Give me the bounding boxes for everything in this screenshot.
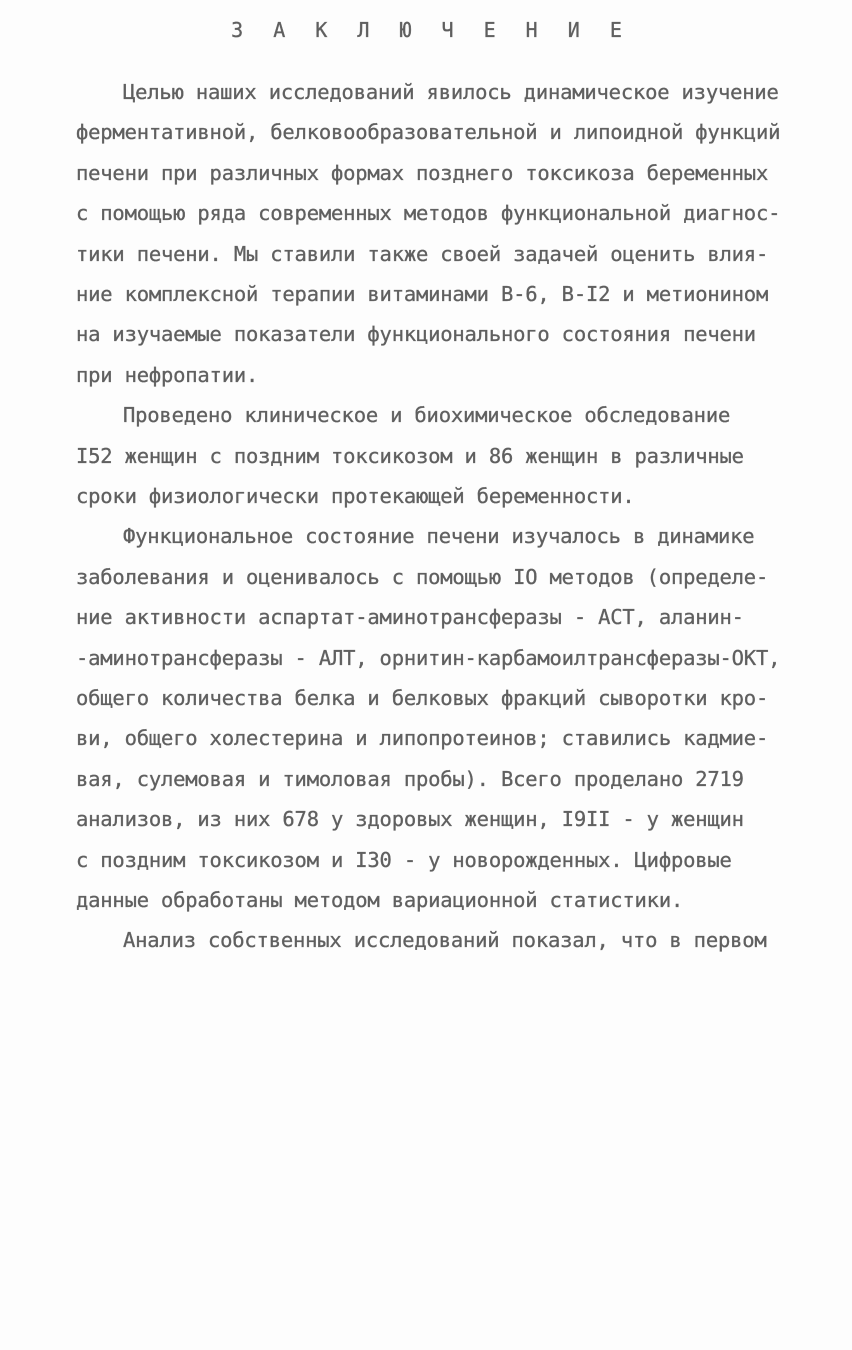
- text-line: вая, сулемовая и тимоловая пробы). Всего проделано 2719: [76, 767, 744, 791]
- text-line: ние активности аспартат-аминотрансферазы - АСТ, аланин-: [76, 605, 744, 629]
- text-line: ви, общего холестерина и липопротеинов; ставились кадмие-: [76, 726, 769, 750]
- text-line: общего количества белка и белковых фракций сыворотки кро-: [76, 686, 769, 710]
- text-line: ферментативной, белковообразовательной и липоидной функций: [76, 120, 781, 144]
- text-line: Функциональное состояние печени изучалось в динамике: [123, 524, 755, 548]
- text-line: при нефропатии.: [76, 363, 259, 387]
- text-line: Анализ собственных исследований показал, что в первом: [123, 928, 767, 952]
- text-line: Целью наших исследований явилось динамическое изучение: [123, 80, 779, 104]
- text-line: Проведено клиническое и биохимическое обследование: [123, 403, 731, 427]
- text-line: с помощью ряда современных методов функциональной диагнос-: [76, 201, 781, 225]
- text-line: анализов, из них 678 у здоровых женщин, I9II - у женщин: [76, 807, 744, 831]
- text-line: печени при различных формах позднего токсикоза беременных: [76, 161, 769, 185]
- text-line: -аминотрансферазы - АЛТ, орнитин-карбамоилтрансферазы-ОКТ,: [76, 646, 781, 670]
- text-line: данные обработаны методом вариационной статистики.: [76, 888, 684, 912]
- text-line: заболевания и оценивалось с помощью IО методов (определе-: [76, 565, 769, 589]
- text-line: сроки физиологически протекающей беременности.: [76, 484, 635, 508]
- text-line: I52 женщин с поздним токсикозом и 86 женщин в различные: [76, 444, 744, 468]
- text-line: тики печени. Мы ставили также своей задачей оценить влия-: [76, 242, 769, 266]
- text-line: с поздним токсикозом и I30 - у новорожденных. Цифровые: [76, 848, 732, 872]
- page-title: З А К Л Ю Ч Е Н И Е: [231, 18, 631, 42]
- text-line: ние комплексной терапии витаминами В-6, В-I2 и метионином: [76, 282, 769, 306]
- text-line: на изучаемые показатели функционального состояния печени: [76, 322, 756, 346]
